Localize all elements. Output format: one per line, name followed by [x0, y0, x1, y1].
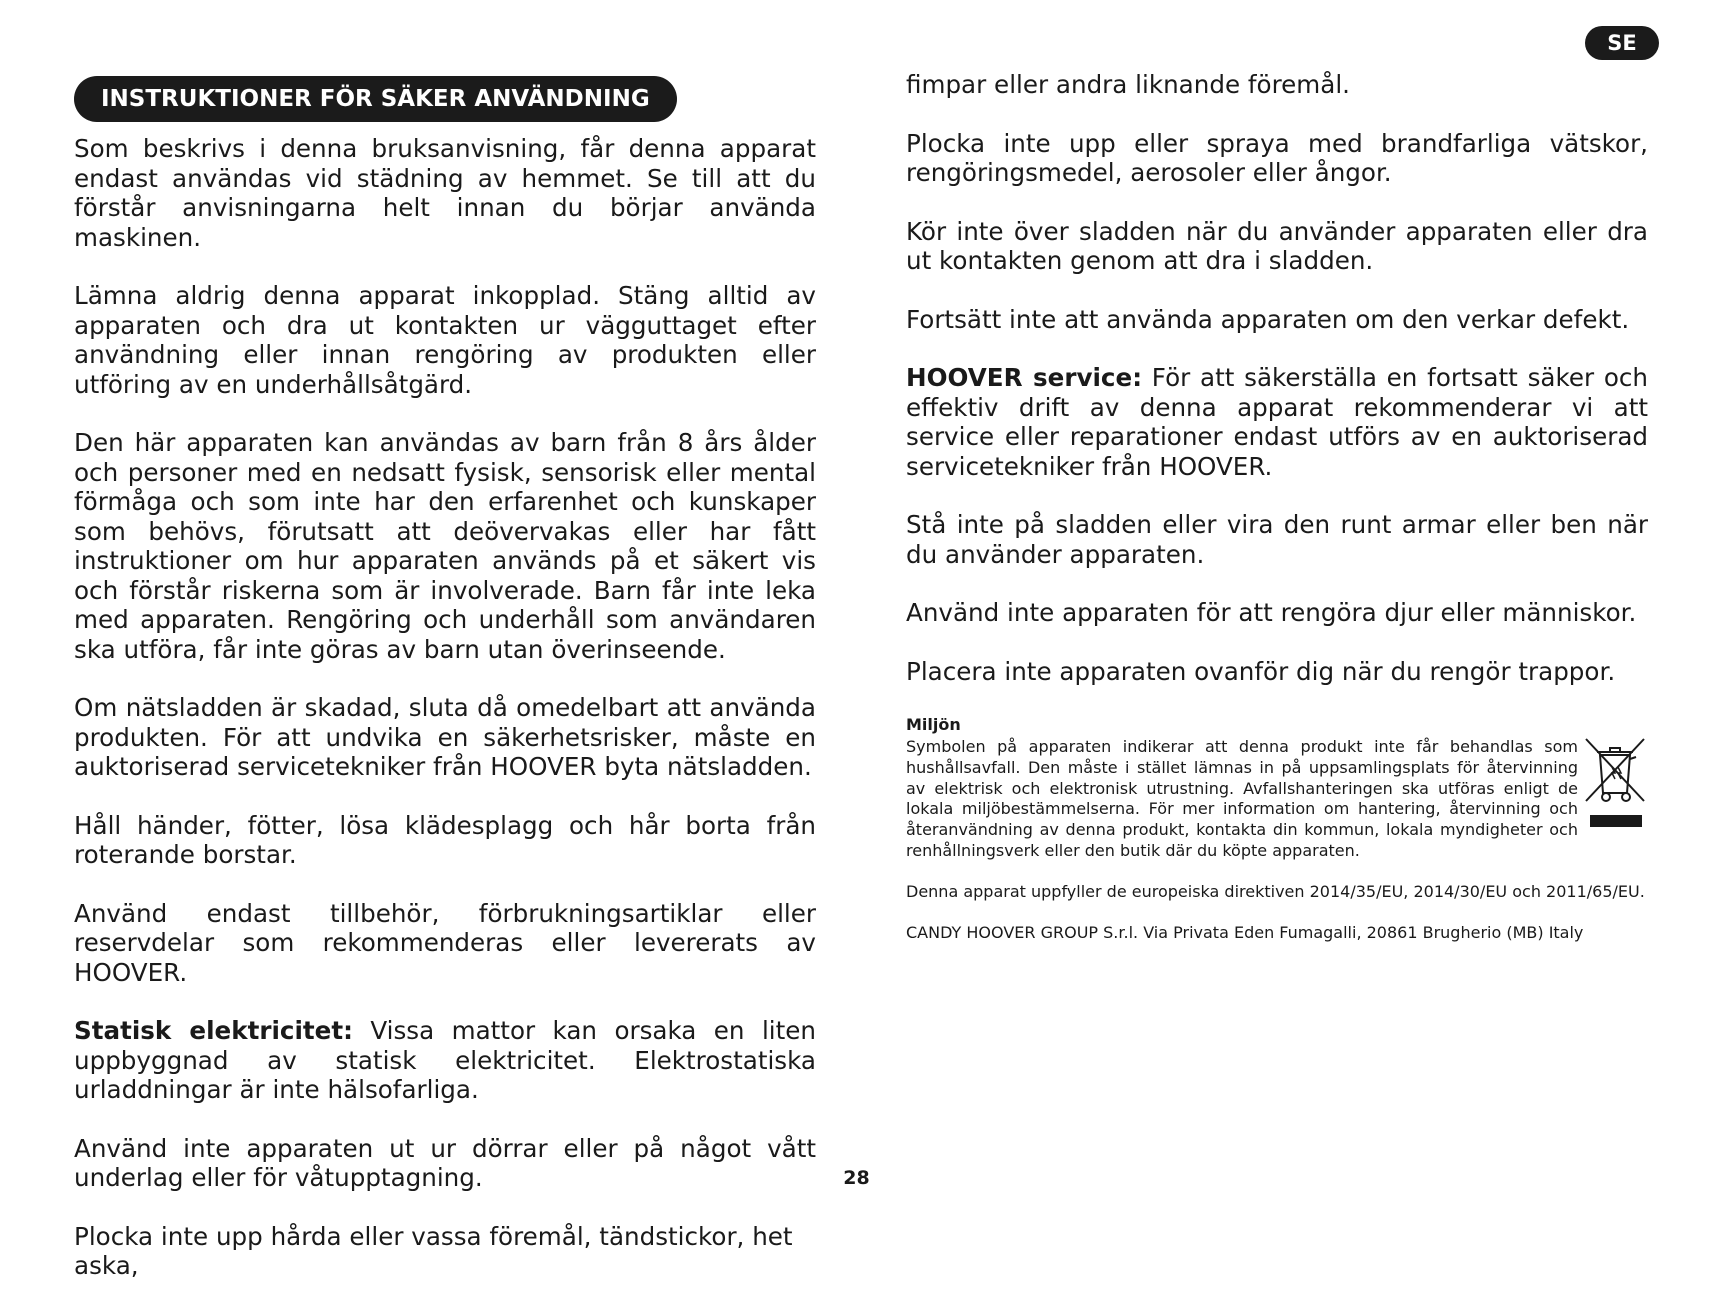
page-number: 28 [843, 1167, 870, 1189]
paragraph-hoover-service [906, 363, 1648, 481]
paragraph-wet-surfaces: Använd inte apparaten ut ur dörrar eller på något vått underlag eller för våtupptagning. [74, 1133, 816, 1192]
right-column [906, 70, 1648, 943]
paragraph-animals-people: Använd inte apparaten för att rengöra djur eller människor. [906, 598, 1637, 627]
paragraph-unplug: Lämna aldrig denna apparat inkopplad. Stäng alltid av apparaten och dra ut kontakten ur vägguttaget efter användning eller innan rengöring av produkten eller utföring av en underhållsåtgärd. [74, 281, 816, 399]
paragraph-hard-objects: Plocka inte upp hårda eller vassa föremål, tändstickor, het aska, [74, 1221, 793, 1280]
paragraph-accessories: Använd endast tillbehör, förbrukningsartiklar eller reservdelar som rekommenderas eller levererats av HOOVER. [74, 898, 816, 987]
paragraph-rotating-brushes: Håll händer, fötter, lösa klädesplagg och hår borta från roterande borstar. [74, 810, 816, 869]
paragraph-cord-handling: Kör inte över sladden när du använder apparaten eller dra ut kontakten genom att dra i sladden. [906, 216, 1648, 275]
environment-block [906, 737, 1648, 862]
company-address: CANDY HOOVER GROUP S.r.l. Via Privata Eden Fumagalli, 20861 Brugherio (MB) Italy [906, 922, 1584, 942]
paragraph-household-use: Som beskrivs i denna bruksanvisning, får denna apparat endast användas vid städning av hemmet. Se till att du förstår anvisningarna helt innan du börjar använda maskinen. [74, 134, 816, 252]
paragraph-cigarette-butts: fimpar eller andra liknande föremål. [906, 70, 1350, 99]
left-column [74, 70, 816, 1310]
paragraph-flammable-liquids: Plocka inte upp eller spraya med brandfarliga vätskor, rengöringsmedel, aerosoler eller ångor. [906, 128, 1648, 187]
paragraph-children: Den här apparaten kan användas av barn från 8 års ålder och personer med en nedsatt fysisk, sensorisk eller mental förmåga och som inte har den erfarenhet och kunskaper som behövs, förutsatt att deövervakas eller har fått instruktioner om hur apparaten används på et säkert vis och förstår riskerna som är involverade. Barn får inte leka med apparaten. Rengöring och underhåll som användaren ska utföra, får inte göras av barn utan överinseende. [74, 428, 816, 664]
section-heading: INSTRUKTIONER FÖR SÄKER ANVÄNDNING [74, 76, 677, 122]
crossed-out-wheelie-bin-icon [1584, 737, 1646, 831]
static-electricity-text: Vissa mattor kan orsaka en liten uppbyggnad av statisk elektricitet. Elektrostatiska urladdningar är inte hälsofarliga. [74, 1016, 816, 1104]
paragraph-defective: Fortsätt inte att använda apparaten om den verkar defekt. [906, 304, 1630, 334]
paragraph-stairs: Placera inte apparaten ovanför dig när du rengör trappor. [906, 656, 1616, 686]
paragraph-damaged-cord: Om nätsladden är skadad, sluta då omedelbart att använda produkten. För att undvika en säkerhetsrisker, måste en auktoriserad servicetekniker från HOOVER byta nätsladden. [74, 693, 816, 781]
hoover-service-text: För att säkerställa en fortsatt säker och effektiv drift av denna apparat rekommenderar vi att service eller reparationer endast utförs av en auktoriserad servicetekniker från HOOVER. [906, 363, 1648, 481]
paragraph-cord-wrapping: Stå inte på sladden eller vira den runt armar eller ben när du använder apparaten. [906, 510, 1648, 569]
language-badge: SE [1585, 26, 1659, 60]
environment-title: Miljön [906, 715, 961, 734]
hoover-service-label: HOOVER service: [906, 363, 1143, 392]
static-electricity-label: Statisk elektricitet: [74, 1016, 353, 1045]
directives-text: Denna apparat uppfyller de europeiska direktiven 2014/35/EU, 2014/30/EU och 2011/65/EU. [906, 881, 1645, 901]
environment-text: Symbolen på apparaten indikerar att denna produkt inte får behandlas som hushållsavfall. Den måste i stället lämnas in på uppsamlingsplats för återvinning av elektrisk och elektronisk utrustning. Avfallshanteringen ska utföras enligt de lokala miljöbestämmelserna. För mer information om hantering, återvinning och återanvändning av denna produkt, kontakta din kommun, lokala myndigheter och renhållningsverk eller den butik där du köpte apparaten. [906, 737, 1578, 860]
paragraph-static-electricity [74, 1016, 816, 1105]
